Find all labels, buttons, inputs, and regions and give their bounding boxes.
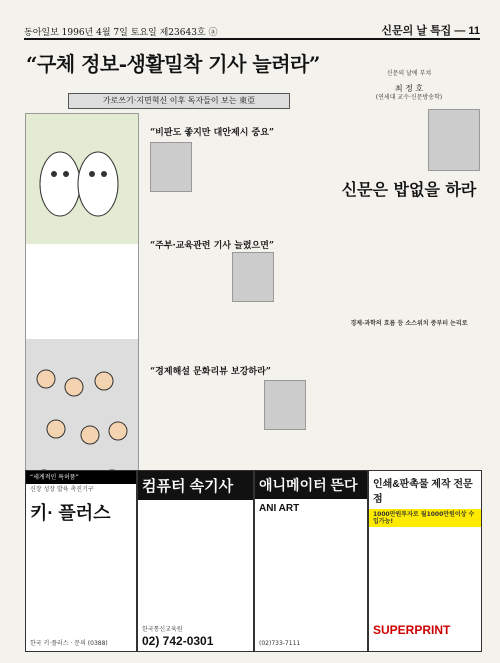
section1-head: “비판도 좋지만 대안제시 중요” bbox=[150, 128, 275, 138]
ad-print-shop bbox=[368, 470, 482, 652]
ad-key-plus bbox=[25, 470, 137, 652]
section2-head: “주부·교육관련 기사 늘렸으면” bbox=[150, 241, 275, 251]
essay-author-title: (연세대 교수·신문방송학) bbox=[375, 94, 443, 101]
masthead-right: 신문의 날 특집 — 11 bbox=[381, 25, 480, 37]
sub-headline: 가로쓰기·지면혁신 이후 독자들이 보는 東亞 bbox=[68, 93, 290, 109]
cartoon-top-panel bbox=[26, 114, 138, 244]
cartoon-illustration bbox=[25, 113, 139, 515]
ad2-title: 컴퓨터 속기사 bbox=[138, 471, 253, 500]
masthead-left: 동아일보 1996년 4월 7일 토요일 제23643호 ⓐ bbox=[24, 28, 218, 38]
essay-author: 최 정 호 bbox=[394, 84, 424, 93]
essay-kicker: 신문의 날에 부쳐 bbox=[386, 70, 432, 77]
ad4-title: 인쇄&판촉물 제작 전문점 bbox=[373, 479, 473, 505]
ad1-title: 키· 플러스 bbox=[30, 503, 111, 523]
masthead bbox=[24, 22, 480, 40]
ad2-line0: 한국통신교육원 bbox=[142, 626, 183, 633]
essay-title: 신문은 밥없을 하라 bbox=[341, 180, 477, 199]
ad2-line1: 02) 742-0301 bbox=[142, 634, 214, 648]
cartoon-figures-icon bbox=[26, 114, 138, 244]
person-photo-3 bbox=[264, 380, 306, 430]
ad3-title: 애니메이터 뜬다 bbox=[255, 471, 367, 499]
ad4-line1: SUPERPRINT bbox=[373, 623, 451, 637]
essay-author-photo bbox=[428, 109, 480, 171]
ad1-line1: 신장 성장 발육 촉진기구 bbox=[30, 486, 94, 493]
ad3-line1: (02)733-7111 bbox=[259, 640, 301, 647]
ad1-line0: “세계적인 특허품” bbox=[26, 471, 136, 484]
ad-stenographer bbox=[137, 470, 254, 652]
main-headline: “구체 정보-생활밀착 기사 늘려라” bbox=[26, 52, 320, 76]
essay-column bbox=[338, 46, 480, 327]
ad-animator bbox=[254, 470, 368, 652]
section3-head: “경제해설 문화리뷰 보강하라” bbox=[150, 367, 271, 377]
person-photo-2 bbox=[232, 252, 274, 302]
ad3-line0: ANI ART bbox=[259, 503, 300, 514]
essay-subhead: 경제·과학의 흐름 등 소스위치 중부터 논리로 bbox=[350, 320, 468, 327]
ad4-line0: 1000만원투자로 월1000만원이상 수입가능! bbox=[369, 509, 481, 527]
ad1-line2: 한국 키·플러스 · 문의 (0388) bbox=[30, 640, 108, 647]
person-photo-1 bbox=[150, 142, 192, 192]
